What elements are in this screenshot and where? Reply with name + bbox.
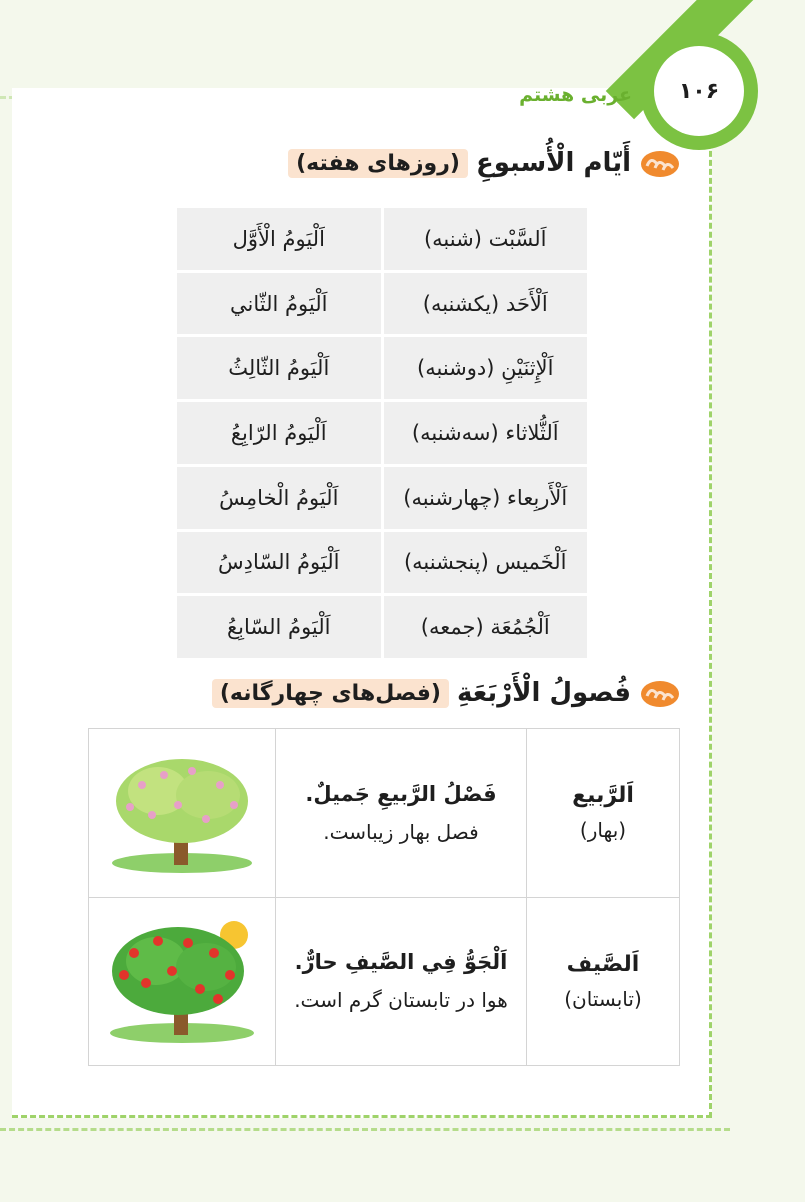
day-name: اَلْأَربِعاء (چهارشنبه) — [382, 465, 589, 530]
days-section-header — [288, 146, 681, 180]
season-cell — [527, 897, 680, 1066]
days-title-ar: أَيّام الْأُسبوعِ — [475, 148, 631, 178]
bottom-dashed-line — [0, 1128, 730, 1131]
day-ordinal: اَلْيَومُ الْخامِسُ — [176, 465, 383, 530]
season-translation: (بهار) — [579, 818, 627, 843]
season-translation: (تابستان) — [564, 986, 642, 1011]
day-ordinal: اَلْيَومُ السّابِعُ — [176, 595, 383, 660]
sentence-persian: فصل بهار زیباست. — [323, 819, 479, 844]
day-name: اَلسَّبْت (شنبه) — [382, 207, 589, 272]
bread-bullet-icon — [639, 676, 681, 710]
summer-tree-icon — [102, 913, 262, 1045]
table-row — [89, 729, 680, 898]
days-title-fa: (روزهای هفته) — [288, 149, 468, 178]
table-row — [176, 271, 589, 336]
days-table — [174, 205, 590, 661]
day-name: اَلْجُمُعَة (جمعه) — [382, 595, 589, 660]
table-row — [176, 465, 589, 530]
seasons-title-ar: فُصولُ الْأَرْبَعَةِ — [456, 678, 631, 708]
bread-bullet-icon — [639, 146, 681, 180]
page-number: ۱۰۶ — [678, 78, 720, 104]
day-ordinal: اَلْيَومُ الثّاني — [176, 271, 383, 336]
season-cell — [527, 729, 680, 898]
season-name: اَلصَّيف — [566, 951, 640, 977]
sentence-cell — [276, 729, 527, 898]
day-ordinal: اَلْيَومُ الثّالِثُ — [176, 336, 383, 401]
day-ordinal: اَلْيَومُ السّادِسُ — [176, 530, 383, 595]
day-name: اَلْخَميس (پنجشنبه) — [382, 530, 589, 595]
day-name: اَلثُّلاثاء (سه‌شنبه) — [382, 401, 589, 466]
table-row — [89, 897, 680, 1066]
day-ordinal: اَلْيَومُ الرّابِعُ — [176, 401, 383, 466]
table-row — [176, 401, 589, 466]
day-name: اَلْإِثنَيْنِ (دوشنبه) — [382, 336, 589, 401]
sentence-cell — [276, 897, 527, 1066]
table-row — [176, 595, 589, 660]
seasons-title-fa: (فصل‌های چهارگانه) — [212, 679, 449, 708]
image-cell — [89, 729, 276, 898]
seasons-section-header — [212, 676, 681, 710]
table-row — [176, 530, 589, 595]
day-ordinal: اَلْيَومُ الْأَوَّل — [176, 207, 383, 272]
sentence-arabic: اَلْجَوُّ فِي الصَّيفِ حارٌّ. — [294, 950, 508, 975]
table-row — [176, 207, 589, 272]
seasons-table — [88, 728, 680, 1066]
sentence-arabic: فَصْلُ الرَّبيعِ جَميلٌ. — [305, 781, 497, 806]
image-cell — [89, 897, 276, 1066]
sentence-persian: هوا در تابستان گرم است. — [294, 988, 508, 1013]
day-name: اَلْأَحَد (یکشنبه) — [382, 271, 589, 336]
season-name: اَلرَّبيع — [572, 783, 634, 809]
book-title: عربی هشتم — [519, 84, 632, 106]
spring-tree-icon — [102, 745, 262, 877]
table-row — [176, 336, 589, 401]
page-number-circle — [654, 46, 744, 136]
